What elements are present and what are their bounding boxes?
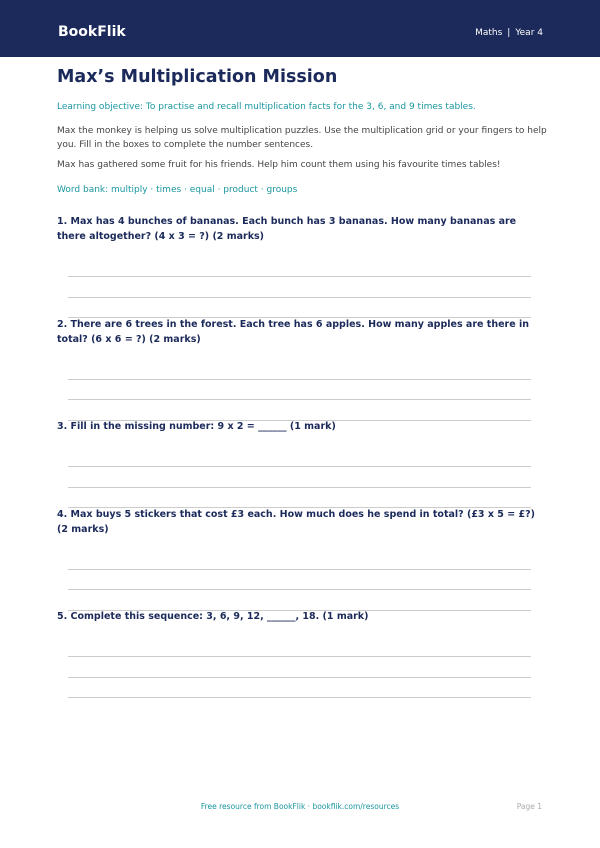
question-2: 2. There are 6 trees in the forest. Each tree has 6 apples. How many apples are there in total? (6 x 6 = ?) (2 marks) [57, 319, 529, 345]
question-1: 1. Max has 4 bunches of bananas. Each bunch has 3 bananas. How many bananas are there altogether? (4 x 3 = ?) (2 marks) [57, 216, 517, 242]
learning-objective: Learning objective: To practise and recall multiplication facts for the 3, 6, and 9 times tables. [57, 102, 476, 112]
answer-line[interactable] [68, 569, 531, 570]
page-header [0, 0, 600, 57]
answer-line[interactable] [68, 466, 531, 467]
word-bank: Word bank: multiply · times · equal · product · groups [57, 185, 298, 195]
answer-line[interactable] [68, 399, 531, 400]
intro-paragraph: Max the monkey is helping us solve multiplication puzzles. Use the multiplication grid or your fingers to help you. Fill in the boxes to complete the number sentences. [57, 126, 547, 150]
answer-line[interactable] [68, 697, 531, 698]
answer-line[interactable] [68, 589, 531, 590]
worksheet-title: Max’s Multiplication Mission [57, 67, 338, 87]
year-label: Year 4 [515, 28, 543, 38]
page-number: Page 1 [516, 802, 542, 811]
answer-line[interactable] [68, 379, 531, 380]
subject-year-label [475, 27, 543, 39]
answer-line[interactable] [68, 297, 531, 298]
answer-line[interactable] [68, 656, 531, 657]
intro-paragraph: Max has gathered some fruit for his friends. Help him count them using his favourite times tables! [57, 160, 501, 170]
question-4: 4. Max buys 5 stickers that cost £3 each. How much does he spend in total? (£3 x 5 = £?) (2 marks) [57, 509, 535, 535]
answer-line[interactable] [68, 487, 531, 488]
answer-line[interactable] [68, 677, 531, 678]
question-5: 5. Complete this sequence: 3, 6, 9, 12, ______, 18. (1 mark) [57, 611, 369, 622]
brand-logo: BookFlik [58, 24, 126, 40]
question-3: 3. Fill in the missing number: 9 x 2 = ______ (1 mark) [57, 421, 336, 432]
answer-line[interactable] [68, 276, 531, 277]
footer-link[interactable]: Free resource from BookFlik · bookflik.com/resources [200, 802, 400, 811]
separator: | [507, 28, 511, 38]
subject-label: Maths [475, 28, 503, 38]
